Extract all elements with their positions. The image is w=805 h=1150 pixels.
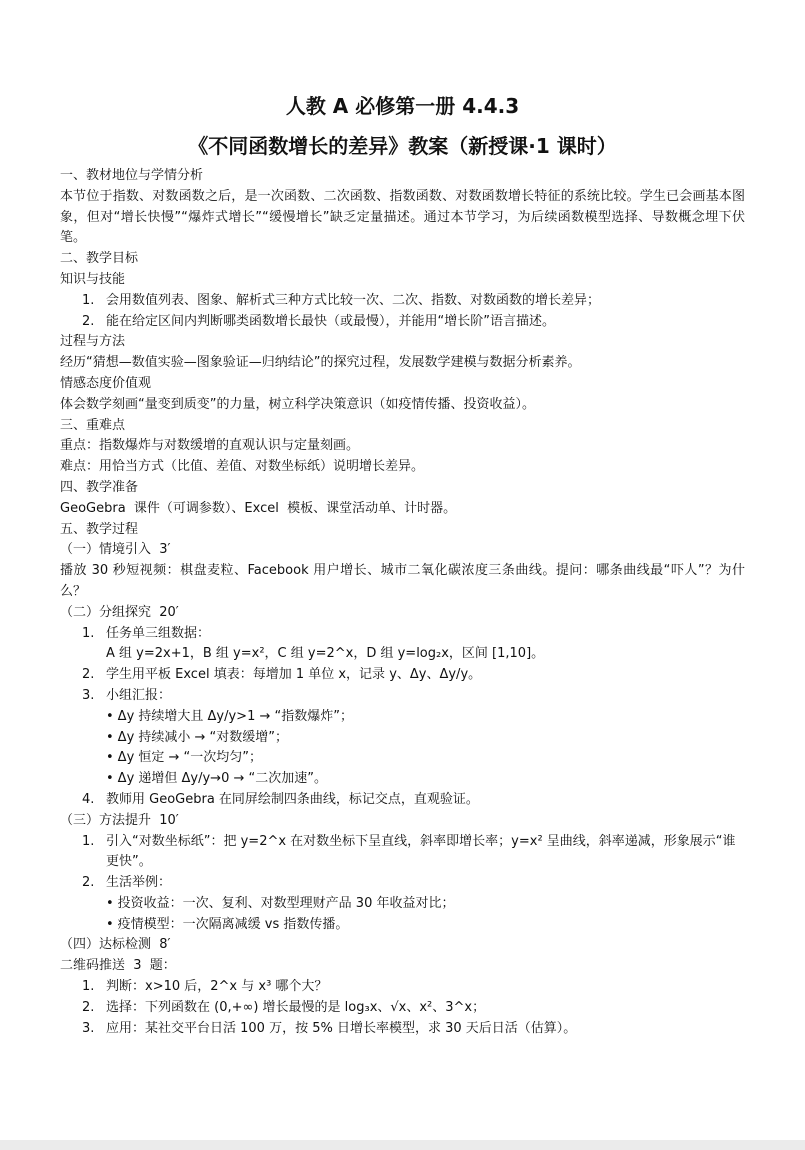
list-item bbox=[60, 624, 745, 645]
list-item bbox=[60, 665, 745, 686]
key-point-text: 重点：指数爆炸与对数缓增的直观认识与定量刻画。 bbox=[60, 438, 360, 454]
bullet-item bbox=[60, 707, 745, 728]
bullet-item bbox=[60, 769, 745, 790]
list-item bbox=[60, 790, 745, 811]
task-data-line: A 组 y=2x+1，B 组 y=x²，C 组 y=2^x，D 组 y=log₂x，区间 [1,10]。 bbox=[106, 646, 545, 662]
bullet-dot-icon: • bbox=[106, 916, 114, 932]
process-text: 经历“猜想—数值实验—图象验证—归纳结论”的探究过程，发展数学建模与数据分析素养。 bbox=[60, 355, 581, 371]
list-item bbox=[60, 998, 745, 1019]
list-text: 任务单三组数据： bbox=[106, 625, 211, 641]
bullet-text: Δy 恒定 → “一次均匀”； bbox=[117, 750, 263, 766]
bullet-dot-icon: • bbox=[106, 750, 114, 766]
list-item bbox=[60, 291, 745, 312]
section-heading-key-points: 三、重难点 bbox=[60, 417, 126, 433]
bullet-item bbox=[60, 894, 745, 915]
list-text: 选择：下列函数在 (0,+∞) 增长最慢的是 log₃x、√x、x²、3^x； bbox=[106, 999, 486, 1015]
analysis-paragraph: 本节位于指数、对数函数之后，是一次函数、二次函数、指数函数、对数函数增长特征的系统比较。学生已会画基本图象，但对“增长快慢”“爆炸式增长”“缓慢增长”缺乏定量描述。通过本节学习，为后续函数模型选择、导数概念埋下伏笔。 bbox=[60, 188, 745, 246]
list-text: 生活举例： bbox=[106, 875, 172, 891]
list-number: 1. bbox=[82, 625, 95, 641]
section-heading-process: 五、教学过程 bbox=[60, 521, 139, 537]
part4-heading: （四）达标检测 8′ bbox=[60, 937, 171, 953]
list-number: 2. bbox=[82, 999, 95, 1015]
list-number: 3. bbox=[82, 1020, 95, 1036]
list-text: 引入“对数坐标纸”：把 y=2^x 在对数坐标下呈直线，斜率即增长率；y=x² 呈曲线，斜率递减，形象展示“谁更快”。 bbox=[106, 833, 736, 870]
list-text: 判断：x>10 后，2^x 与 x³ 哪个大？ bbox=[106, 979, 328, 995]
list-item bbox=[60, 977, 745, 998]
list-text: 学生用平板 Excel 填表：每增加 1 单位 x，记录 y、Δy、Δy/y。 bbox=[106, 667, 482, 683]
bullet-item bbox=[60, 748, 745, 769]
bullet-text: Δy 持续增大且 Δy/y>1 → “指数爆炸”； bbox=[117, 708, 353, 724]
list-item bbox=[60, 312, 745, 333]
list-text: 小组汇报： bbox=[106, 687, 172, 703]
bullet-dot-icon: • bbox=[106, 708, 114, 724]
list-text: 教师用 GeoGebra 在同屏绘制四条曲线，标记交点，直观验证。 bbox=[106, 791, 479, 807]
list-item bbox=[60, 686, 745, 707]
bullet-text: Δy 持续减小 → “对数缓增”； bbox=[117, 729, 289, 745]
preparation-text: GeoGebra 课件（可调参数）、Excel 模板、课堂活动单、计时器。 bbox=[60, 500, 457, 516]
part2-heading: （二）分组探究 20′ bbox=[60, 604, 179, 620]
difficult-point-text: 难点：用恰当方式（比值、差值、对数坐标纸）说明增长差异。 bbox=[60, 459, 425, 475]
bullet-text: Δy 递增但 Δy/y→0 → “二次加速”。 bbox=[117, 771, 327, 787]
list-item bbox=[60, 1019, 745, 1040]
page-bottom-band bbox=[0, 1140, 805, 1150]
list-number: 1. bbox=[82, 979, 95, 995]
list-number: 3. bbox=[82, 687, 95, 703]
bullet-item bbox=[60, 728, 745, 749]
doc-title-line1: 人教 A 必修第一册 4.4.3 bbox=[285, 94, 520, 118]
section-heading-analysis: 一、教材地位与学情分析 bbox=[60, 168, 204, 183]
section-heading-preparation: 四、教学准备 bbox=[60, 479, 139, 495]
subheading-knowledge: 知识与技能 bbox=[60, 271, 126, 287]
bullet-item bbox=[60, 915, 745, 936]
bullet-dot-icon: • bbox=[106, 729, 114, 745]
part4-intro: 二维码推送 3 题： bbox=[60, 958, 176, 974]
bullet-dot-icon: • bbox=[106, 771, 114, 787]
list-number: 4. bbox=[82, 791, 95, 807]
doc-title-line2: 《不同函数增长的差异》教案（新授课·1 课时） bbox=[188, 134, 617, 158]
part1-heading: （一）情境引入 3′ bbox=[60, 542, 171, 558]
bullet-text: 疫情模型：一次隔离减缓 vs 指数传播。 bbox=[117, 916, 349, 932]
part1-text: 播放 30 秒短视频：棋盘麦粒、Facebook 用户增长、城市二氧化碳浓度三条曲线。提问：哪条曲线最“吓人”？为什么？ bbox=[60, 563, 745, 599]
list-number: 1. bbox=[82, 292, 95, 308]
list-text: 会用数值列表、图象、解析式三种方式比较一次、二次、指数、对数函数的增长差异； bbox=[106, 292, 601, 308]
list-item bbox=[60, 832, 745, 874]
subheading-emotion: 情感态度价值观 bbox=[60, 375, 152, 391]
part3-heading: （三）方法提升 10′ bbox=[60, 812, 179, 828]
list-text: 应用：某社交平台日活 100 万，按 5% 日增长率模型，求 30 天后日活（估算）。 bbox=[106, 1020, 577, 1036]
section-heading-objectives: 二、教学目标 bbox=[60, 251, 139, 267]
emotion-text: 体会数学刻画“量变到质变”的力量，树立科学决策意识（如疫情传播、投资收益）。 bbox=[60, 396, 535, 412]
list-text: 能在给定区间内判断哪类函数增长最快（或最慢），并能用“增长阶”语言描述。 bbox=[106, 313, 555, 329]
bullet-text: 投资收益：一次、复利、对数型理财产品 30 年收益对比； bbox=[117, 895, 455, 911]
list-number: 2. bbox=[82, 667, 95, 683]
list-number: 1. bbox=[82, 833, 95, 849]
list-item bbox=[60, 873, 745, 894]
list-number: 2. bbox=[82, 875, 95, 891]
list-number: 2. bbox=[82, 313, 95, 329]
bullet-dot-icon: • bbox=[106, 895, 114, 911]
subheading-process: 过程与方法 bbox=[60, 334, 126, 350]
